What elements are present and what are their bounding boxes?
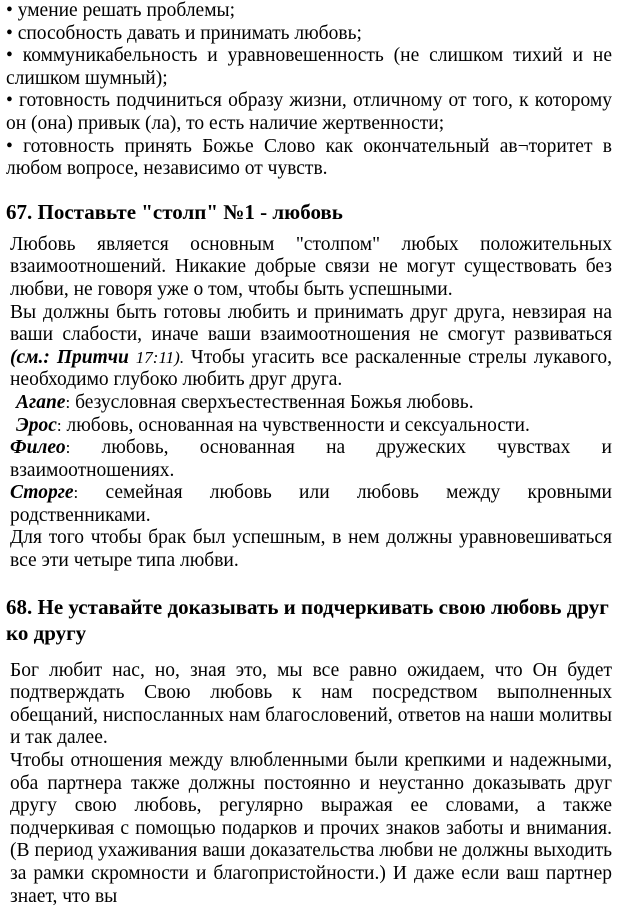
- definition-fileo: Филео: любовь, основанная на дружеских чувствах и взаимоотношениях.: [10, 437, 612, 481]
- bullet-item: • готовность принять Божье Слово как окончательный ав¬торитет в любом вопросе, независимо от чувств.: [6, 136, 612, 181]
- section-67-paragraph-2: [6, 302, 612, 392]
- definition-term: Сторге: [10, 482, 74, 504]
- bullet-list: [6, 0, 612, 181]
- paragraph-2-end: Чтобы угасить все раскаленные стрелы лукавого, необходимо глубоко любить друг друга.: [10, 346, 612, 391]
- definition-text: семейная любовь или любовь между кровными родственниками.: [10, 482, 612, 526]
- definition-text: безусловная сверхъестественная Божья любовь.: [75, 391, 474, 413]
- section-67-paragraph-1: Любовь является основным "столпом" любых положительных взаимоотношений. Никакие добрые связи не могут существовать без любви, не говоря уже о том, чтобы быть успешными.: [10, 233, 612, 300]
- definition-term: Филео: [10, 437, 66, 459]
- reference-open: (см.:: [10, 346, 50, 368]
- section-67-heading: 67. Поставьте "столп" №1 - любовь: [6, 199, 343, 224]
- definition-storge: Сторге: семейная любовь или любовь между кровными родственниками.: [10, 482, 612, 526]
- section-68-paragraph-2: Чтобы отношения между влюбленными были крепкими и надежными, оба партнера также должны постоянно и неустанно доказывать друг другу свою любовь, регулярно выражая ее словами, а также подчеркивая с помощью подарков и прочих знаков заботы и внимания. (В период ухаживания ваши доказательства любви не должны выходить за рамки скромности и благопристойности.) И даже если ваш партнер знает, что вы: [10, 750, 612, 907]
- section-68-paragraph-1: Бог любит нас, но, зная это, мы все равно ожидаем, что Он будет подтверждать Свою любовь к нам посредством выполненных обещаний, ниспосланных нам благословений, ответов на наши молитвы и так далее.: [10, 659, 612, 749]
- section-67-paragraph-3: Для того чтобы брак был успешным, в нем должны уравновешиваться все эти четыре типа любви.: [10, 527, 612, 572]
- definition-term: Агапе: [16, 391, 66, 413]
- bullet-item: • способность давать и принимать любовь;: [6, 23, 612, 46]
- definition-eros: Эрос: любовь, основанная на чувственности и сексуальности.: [16, 414, 530, 436]
- definition-agape: Агапе: безусловная сверхъестественная Божья любовь.: [16, 391, 474, 413]
- definition-text: любовь, основанная на дружеских чувствах и взаимоотношениях.: [10, 437, 612, 481]
- section-68-heading: 68. Не уставайте доказывать и подчеркивать свою любовь друг ко другу: [6, 594, 609, 645]
- paragraph-2-start: Вы должны быть готовы любить и принимать друг друга, невзирая на ваши слабости, иначе ваши взаимоотношения не смогут развиваться: [10, 301, 612, 346]
- bullet-item: • умение решать проблемы;: [6, 0, 612, 23]
- bullet-item: • готовность подчиниться образу жизни, отличному от того, к которому он (она) привык (ла), то есть наличие жертвенности;: [6, 90, 612, 135]
- reference-book: Притчи: [56, 346, 129, 368]
- definition-text: любовь, основанная на чувственности и сексуальности.: [66, 414, 530, 436]
- reference-number: 17:11).: [135, 347, 185, 367]
- bullet-item: • коммуникабельность и уравновешенность (не слишком тихий и не слишком шумный);: [6, 45, 612, 90]
- definition-term: Эрос: [16, 414, 57, 436]
